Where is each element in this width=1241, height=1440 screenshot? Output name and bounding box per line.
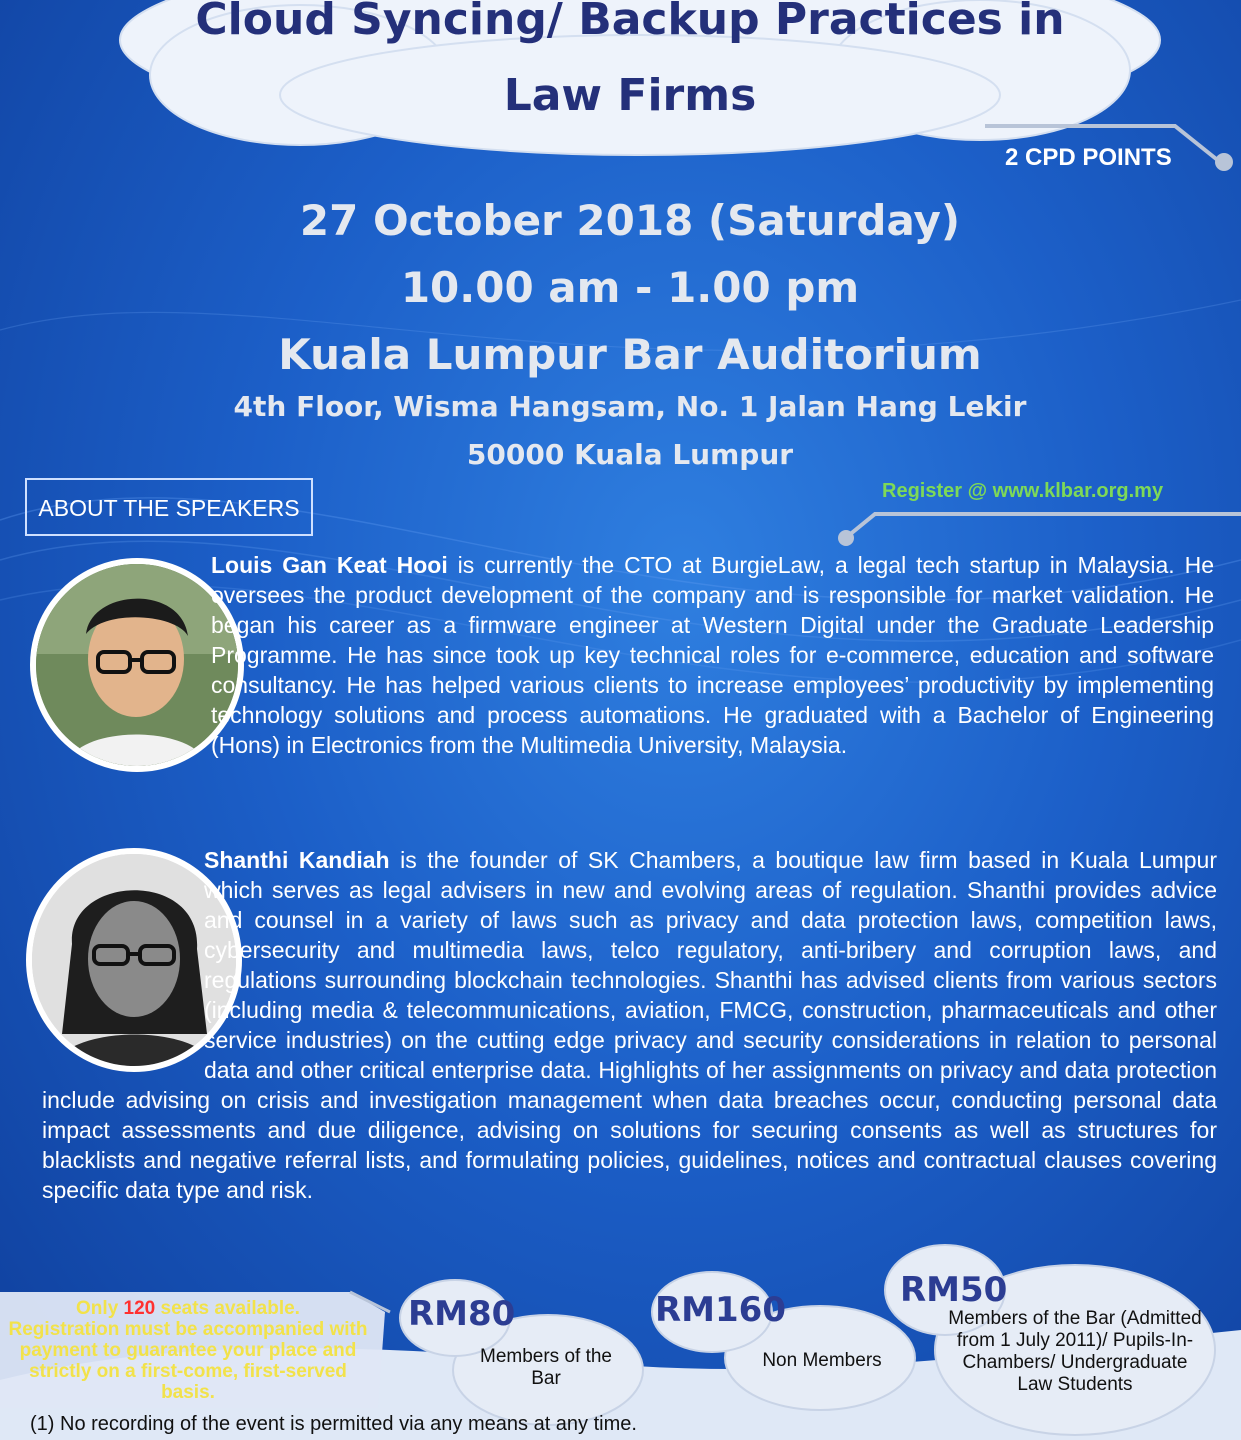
price-label-non-members: Non Members: [762, 1350, 882, 1371]
register-connector-dot: [838, 530, 854, 546]
event-title-line2: Law Firms: [503, 70, 757, 121]
price-rm80: RM80: [408, 1294, 516, 1334]
event-title-line1: Cloud Syncing/ Backup Practices in: [195, 0, 1065, 45]
event-date: 27 October 2018 (Saturday): [299, 196, 961, 245]
event-venue: Kuala Lumpur Bar Auditorium: [278, 330, 982, 379]
seats-prefix: Only: [76, 1298, 124, 1319]
speaker-name: Shanthi Kandiah: [204, 847, 390, 873]
venue-address-line1: 4th Floor, Wisma Hangsam, No. 1 Jalan Hang Lekir: [233, 390, 1027, 423]
event-time: 10.00 am - 1.00 pm: [400, 263, 860, 312]
registration-terms: Registration must be accompanied with payment to guarantee your place and strictly on a first-come, first-served basis.: [8, 1319, 368, 1403]
venue-address-line2: 50000 Kuala Lumpur: [466, 438, 794, 471]
about-speakers-heading: ABOUT THE SPEAKERS: [25, 478, 313, 536]
register-connector-line: [848, 514, 1241, 536]
speaker-bio-louis: [46, 550, 1214, 760]
speaker-bio-shanthi: [42, 845, 1217, 1205]
speaker-bio-text: is the founder of SK Chambers, a boutique law firm based in Kuala Lumpur which serves as legal advisers in new and evolving areas of regulation. Shanthi provides advice and counsel in a variety of laws such as privacy and data protection laws, competition laws, cybersecurity and multimedia laws, telco regulatory, anti-bribery and corruption laws, and regulations surrounding blockchain technologies. Shanthi has advised clients from various sectors (including media & telecommunications, aviation, FMCG, construction, pharmaceuticals and other service industries) on the cutting edge privacy and security considerations in relation to personal data and other critical enterprise data. Highlights of her assignments on privacy and data protection include advising on crisis and investigation management when data breaches occur, conducting personal data impact assessments and due diligence, advising on solutions for securing consents as well as structures for blacklists and negative referral lists, and formulating policies, guidelines, notices and contractual clauses covering specific data type and risk.: [42, 847, 1217, 1203]
register-link[interactable]: Register @ www.klbar.org.my: [882, 480, 1164, 502]
cpd-points-label: 2 CPD POINTS: [1005, 144, 1172, 171]
price-rm160: RM160: [655, 1290, 786, 1330]
price-label-members: Members of the Bar: [480, 1346, 612, 1389]
seats-notice: [0, 1298, 376, 1403]
speaker-bio-text: is currently the CTO at BurgieLaw, a legal tech startup in Malaysia. He oversees the product development of the company and is responsible for market validation. He began his career as a firmware engineer at Western Digital under the Graduate Leadership Programme. He has since took up key technical roles for e-commerce, education and software consultancy. He has helped various clients to increase employees’ productivity by implementing technology solutions and process automations. He graduated with a Bachelor of Engineering (Hons) in Electronics from the Multimedia University, Malaysia.: [211, 552, 1214, 758]
recording-notice: (1) No recording of the event is permitted via any means at any time.: [30, 1413, 637, 1435]
price-rm50: RM50: [900, 1270, 1008, 1310]
seats-count: 120: [123, 1298, 156, 1319]
seats-suffix: seats available.: [155, 1298, 300, 1319]
speaker-name: Louis Gan Keat Hooi: [211, 552, 448, 578]
price-label-junior-members: Members of the Bar (Admitted from 1 July 2011)/ Pupils-In-Chambers/ Undergraduate Law Students: [948, 1308, 1202, 1395]
cpd-connector-dot: [1215, 153, 1233, 171]
